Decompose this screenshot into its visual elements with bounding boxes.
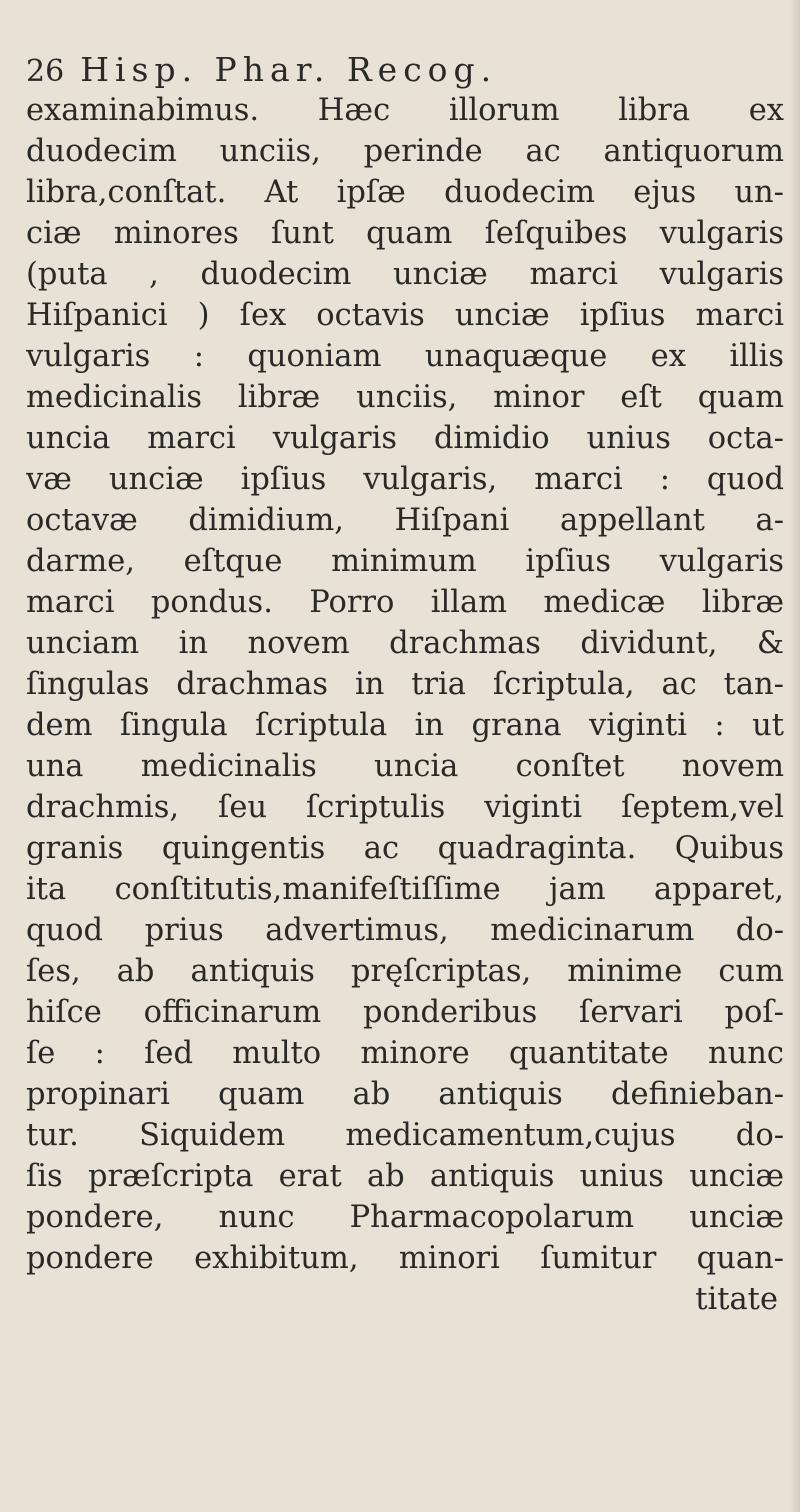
text-line: una medicinalis uncia conſtet novem xyxy=(26,749,784,784)
text-line: ſe : ſed multo minore quantitate nunc xyxy=(26,1036,784,1071)
text-line: dem ſingula ſcriptula in grana viginti : ut xyxy=(26,708,784,743)
text-line: tur. Siquidem medicamentum,cujus do- xyxy=(26,1118,784,1153)
text-line: ſingulas drachmas in tria ſcriptula, ac tan- xyxy=(26,667,784,702)
text-line: examinabimus. Hæc illorum libra ex xyxy=(26,93,784,128)
text-line: vulgaris : quoniam unaquæque ex illis xyxy=(26,339,784,374)
running-header xyxy=(26,50,497,90)
text-line: granis quingentis ac quadraginta. Quibus xyxy=(26,831,784,866)
text-line: drachmis, ſeu ſcriptulis viginti ſeptem,vel xyxy=(26,790,784,825)
catchword: titate xyxy=(695,1282,778,1317)
running-title: Hisp. Phar. Recog. xyxy=(80,50,498,89)
text-line: propinari quam ab antiquis definieban- xyxy=(26,1077,784,1112)
page-edge-shadow xyxy=(790,0,800,1512)
text-line: libra,conſtat. At ipſæ duodecim ejus un- xyxy=(26,175,784,210)
text-line: ciæ minores ſunt quam ſeſquibes vulgaris xyxy=(26,216,784,251)
text-line: duodecim unciis, perinde ac antiquorum xyxy=(26,134,784,169)
text-line: ſes, ab antiquis pręſcriptas, minime cum xyxy=(26,954,784,989)
text-line: quod prius advertimus, medicinarum do- xyxy=(26,913,784,948)
text-line: marci pondus. Porro illam medicæ libræ xyxy=(26,585,784,620)
text-line: octavæ dimidium, Hiſpani appellant a- xyxy=(26,503,784,538)
body-text xyxy=(26,90,784,1320)
text-line: uncia marci vulgaris dimidio unius octa- xyxy=(26,421,784,456)
text-line: hiſce officinarum ponderibus ſervari poſ- xyxy=(26,995,784,1030)
text-line: væ unciæ ipſius vulgaris, marci : quod xyxy=(26,462,784,497)
text-line: pondere, nunc Pharmacopolarum unciæ xyxy=(26,1200,784,1235)
text-line: ita conſtitutis,manifeſtiſſime jam apparet, xyxy=(26,872,784,907)
text-line: medicinalis libræ unciis, minor eſt quam xyxy=(26,380,784,415)
text-line: Hiſpanici ) ſex octavis unciæ ipſius marci xyxy=(26,298,784,333)
page-number: 26 xyxy=(26,54,65,89)
text-line: (puta , duodecim unciæ marci vulgaris xyxy=(26,257,784,292)
text-line: darme, eſtque minimum ipſius vulgaris xyxy=(26,544,784,579)
text-line: ſis præſcripta erat ab antiquis unius unciæ xyxy=(26,1159,784,1194)
text-line: unciam in novem drachmas dividunt, & xyxy=(26,626,784,661)
text-line: pondere exhibitum, minori ſumitur quan- xyxy=(26,1241,784,1276)
